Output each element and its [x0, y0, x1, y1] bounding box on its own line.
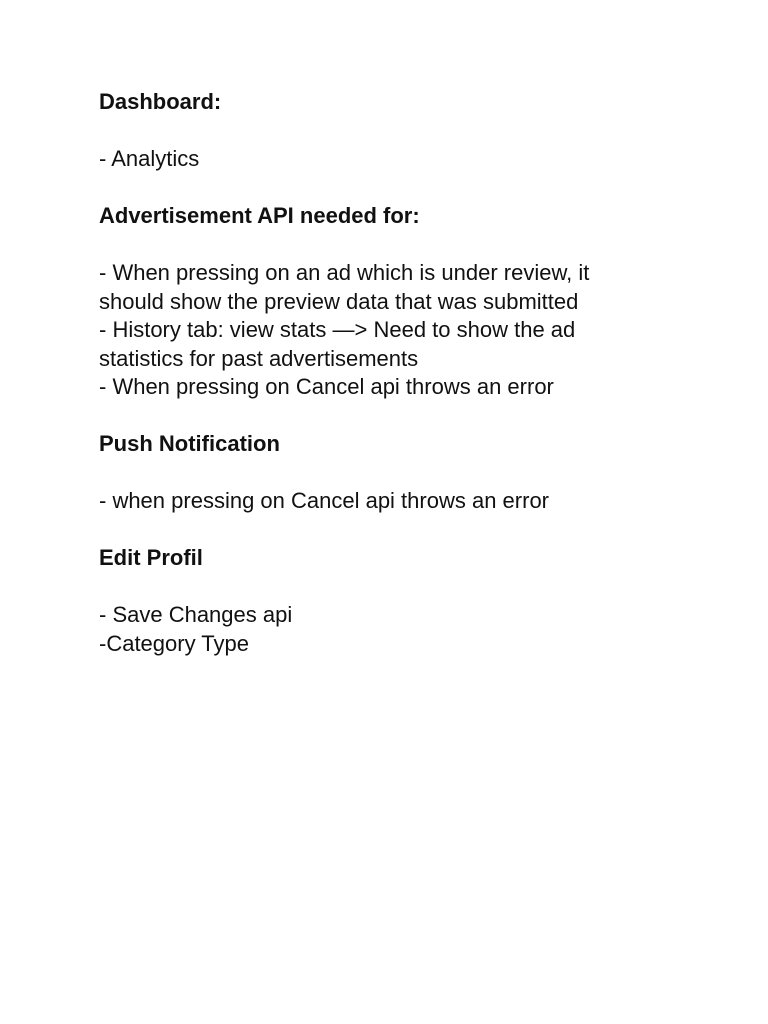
section-advertisement-api: [99, 202, 728, 430]
bullet-line: - When pressing on an ad which is under review, it: [99, 260, 590, 285]
spacer: [99, 117, 728, 146]
section-push-notification: [99, 430, 728, 544]
bullet-line: -Category Type: [99, 630, 250, 656]
spacer: [99, 231, 728, 260]
bullet-line: - Analytics: [99, 146, 200, 171]
section-dashboard: [99, 88, 728, 202]
spacer: [99, 459, 728, 488]
section-edit-profil: [99, 544, 728, 658]
bullet-line: - when pressing on Cancel api throws an error: [99, 488, 550, 513]
section-heading: Push Notification: [99, 431, 280, 456]
spacer: [99, 573, 728, 602]
bullet-line: should show the preview data that was submitted: [99, 288, 579, 314]
bullet-line: - When pressing on Cancel api throws an error: [99, 374, 554, 399]
bullet-line: statistics for past advertisements: [99, 345, 419, 371]
section-heading: Edit Profil: [99, 545, 203, 570]
section-heading: Dashboard:: [99, 89, 222, 114]
spacer: [99, 174, 728, 203]
section-heading: Advertisement API needed for:: [99, 203, 420, 228]
spacer: [99, 516, 728, 545]
bullet-line: - Save Changes api: [99, 602, 293, 627]
bullet-line: - History tab: view stats —> Need to show the ad: [99, 317, 576, 342]
spacer: [99, 402, 728, 431]
